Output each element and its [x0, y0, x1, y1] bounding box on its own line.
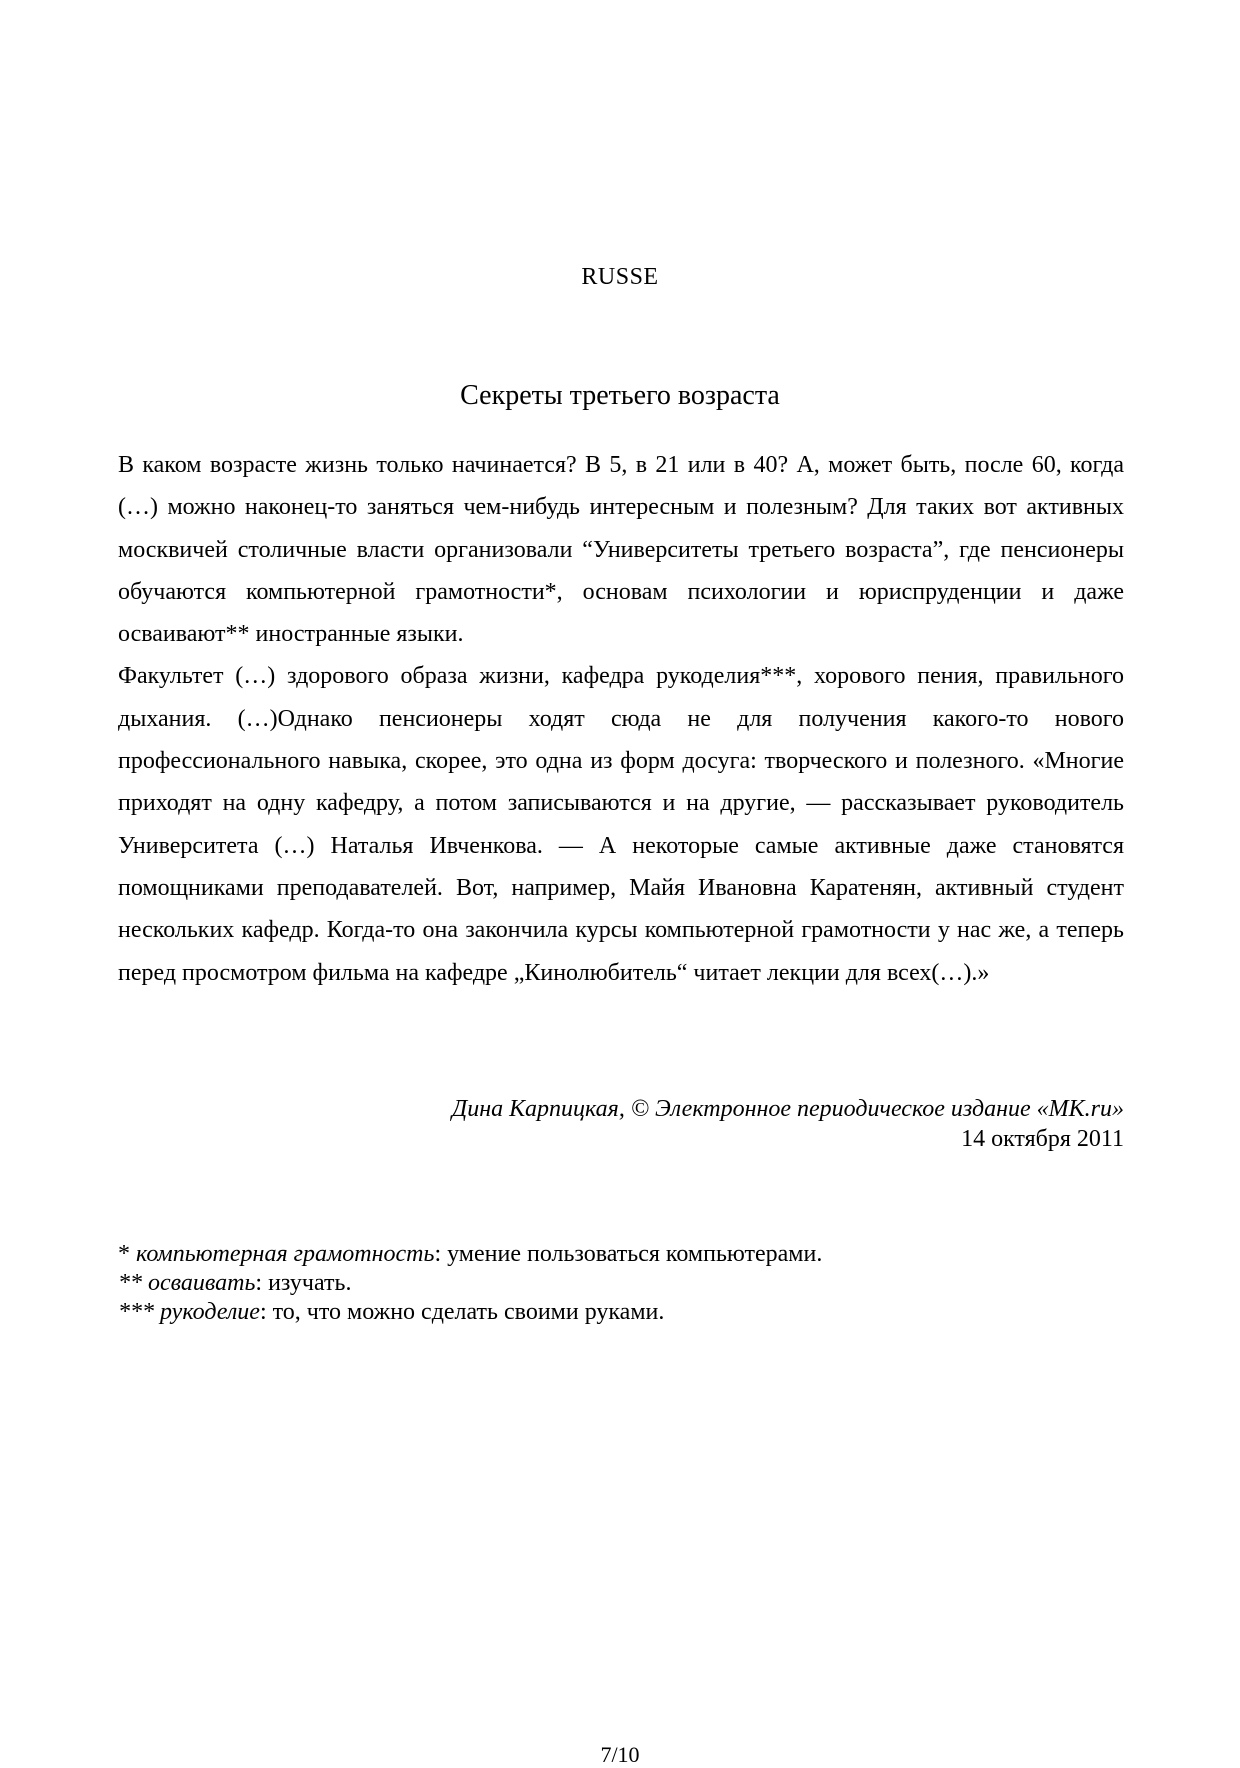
footnote-term: рукоделие	[160, 1299, 260, 1325]
footnote-marker: ***	[118, 1299, 160, 1325]
article-title: Секреты третьего возраста	[460, 380, 780, 411]
attribution-source: Дина Карпицкая, © Электронное периодическое издание «MK.ru»	[451, 1096, 1124, 1122]
footnote-term: осваивать	[148, 1270, 256, 1296]
article-body	[118, 444, 1124, 994]
footnote	[118, 1240, 1124, 1269]
footnote	[118, 1269, 1124, 1298]
footnote-definition: : то, что можно сделать своими руками.	[259, 1299, 665, 1325]
footnote-definition: : умение пользоваться компьютерами.	[434, 1241, 823, 1267]
attribution	[118, 1094, 1124, 1154]
article-paragraph: В каком возрасте жизнь только начинается? В 5, в 21 или в 40? А, может быть, после 60, когда (…) можно наконец-то заняться чем-нибудь интересным и полезным? Для таких вот активных москвичей столичные власти организовали “Университеты третьего возраста”, где пенсионеры обучаются компьютерной грамотности*, основам психологии и юриспруденции и даже осваивают** иностранные языки.	[118, 452, 1124, 648]
footnotes	[118, 1240, 1124, 1327]
footnote	[118, 1298, 1124, 1327]
article-paragraph: Факультет (…) здорового образа жизни, кафедра рукоделия***, хорового пения, правильного дыхания. (…)Однако пенсионеры ходят сюда не для получения какого-то нового профессионального навыка, скорее, это одна из форм досуга: творческого и полезного. «Многие приходят на одну кафедру, а потом записываются и на другие, — рассказывает руководитель Университета (…) Наталья Ивченкова. — А некоторые самые активные даже становятся помощниками преподавателей. Вот, например, Майя Ивановна Каратенян, активный студент нескольких кафедр. Когда-то она закончила курсы компьютерной грамотности у нас же, а теперь перед просмотром фильма на кафедре „Кинолюбитель“ читает лекции для всех(…).»	[118, 663, 1124, 986]
footnote-marker: *	[118, 1241, 136, 1267]
footnote-marker: **	[118, 1270, 148, 1296]
footnote-term: компьютерная грамотность	[136, 1241, 435, 1267]
section-label: RUSSE	[581, 264, 659, 290]
page-number: 7/10	[600, 1742, 640, 1767]
footnote-definition: : изучать.	[255, 1270, 352, 1296]
attribution-date: 14 октября 2011	[961, 1126, 1124, 1152]
